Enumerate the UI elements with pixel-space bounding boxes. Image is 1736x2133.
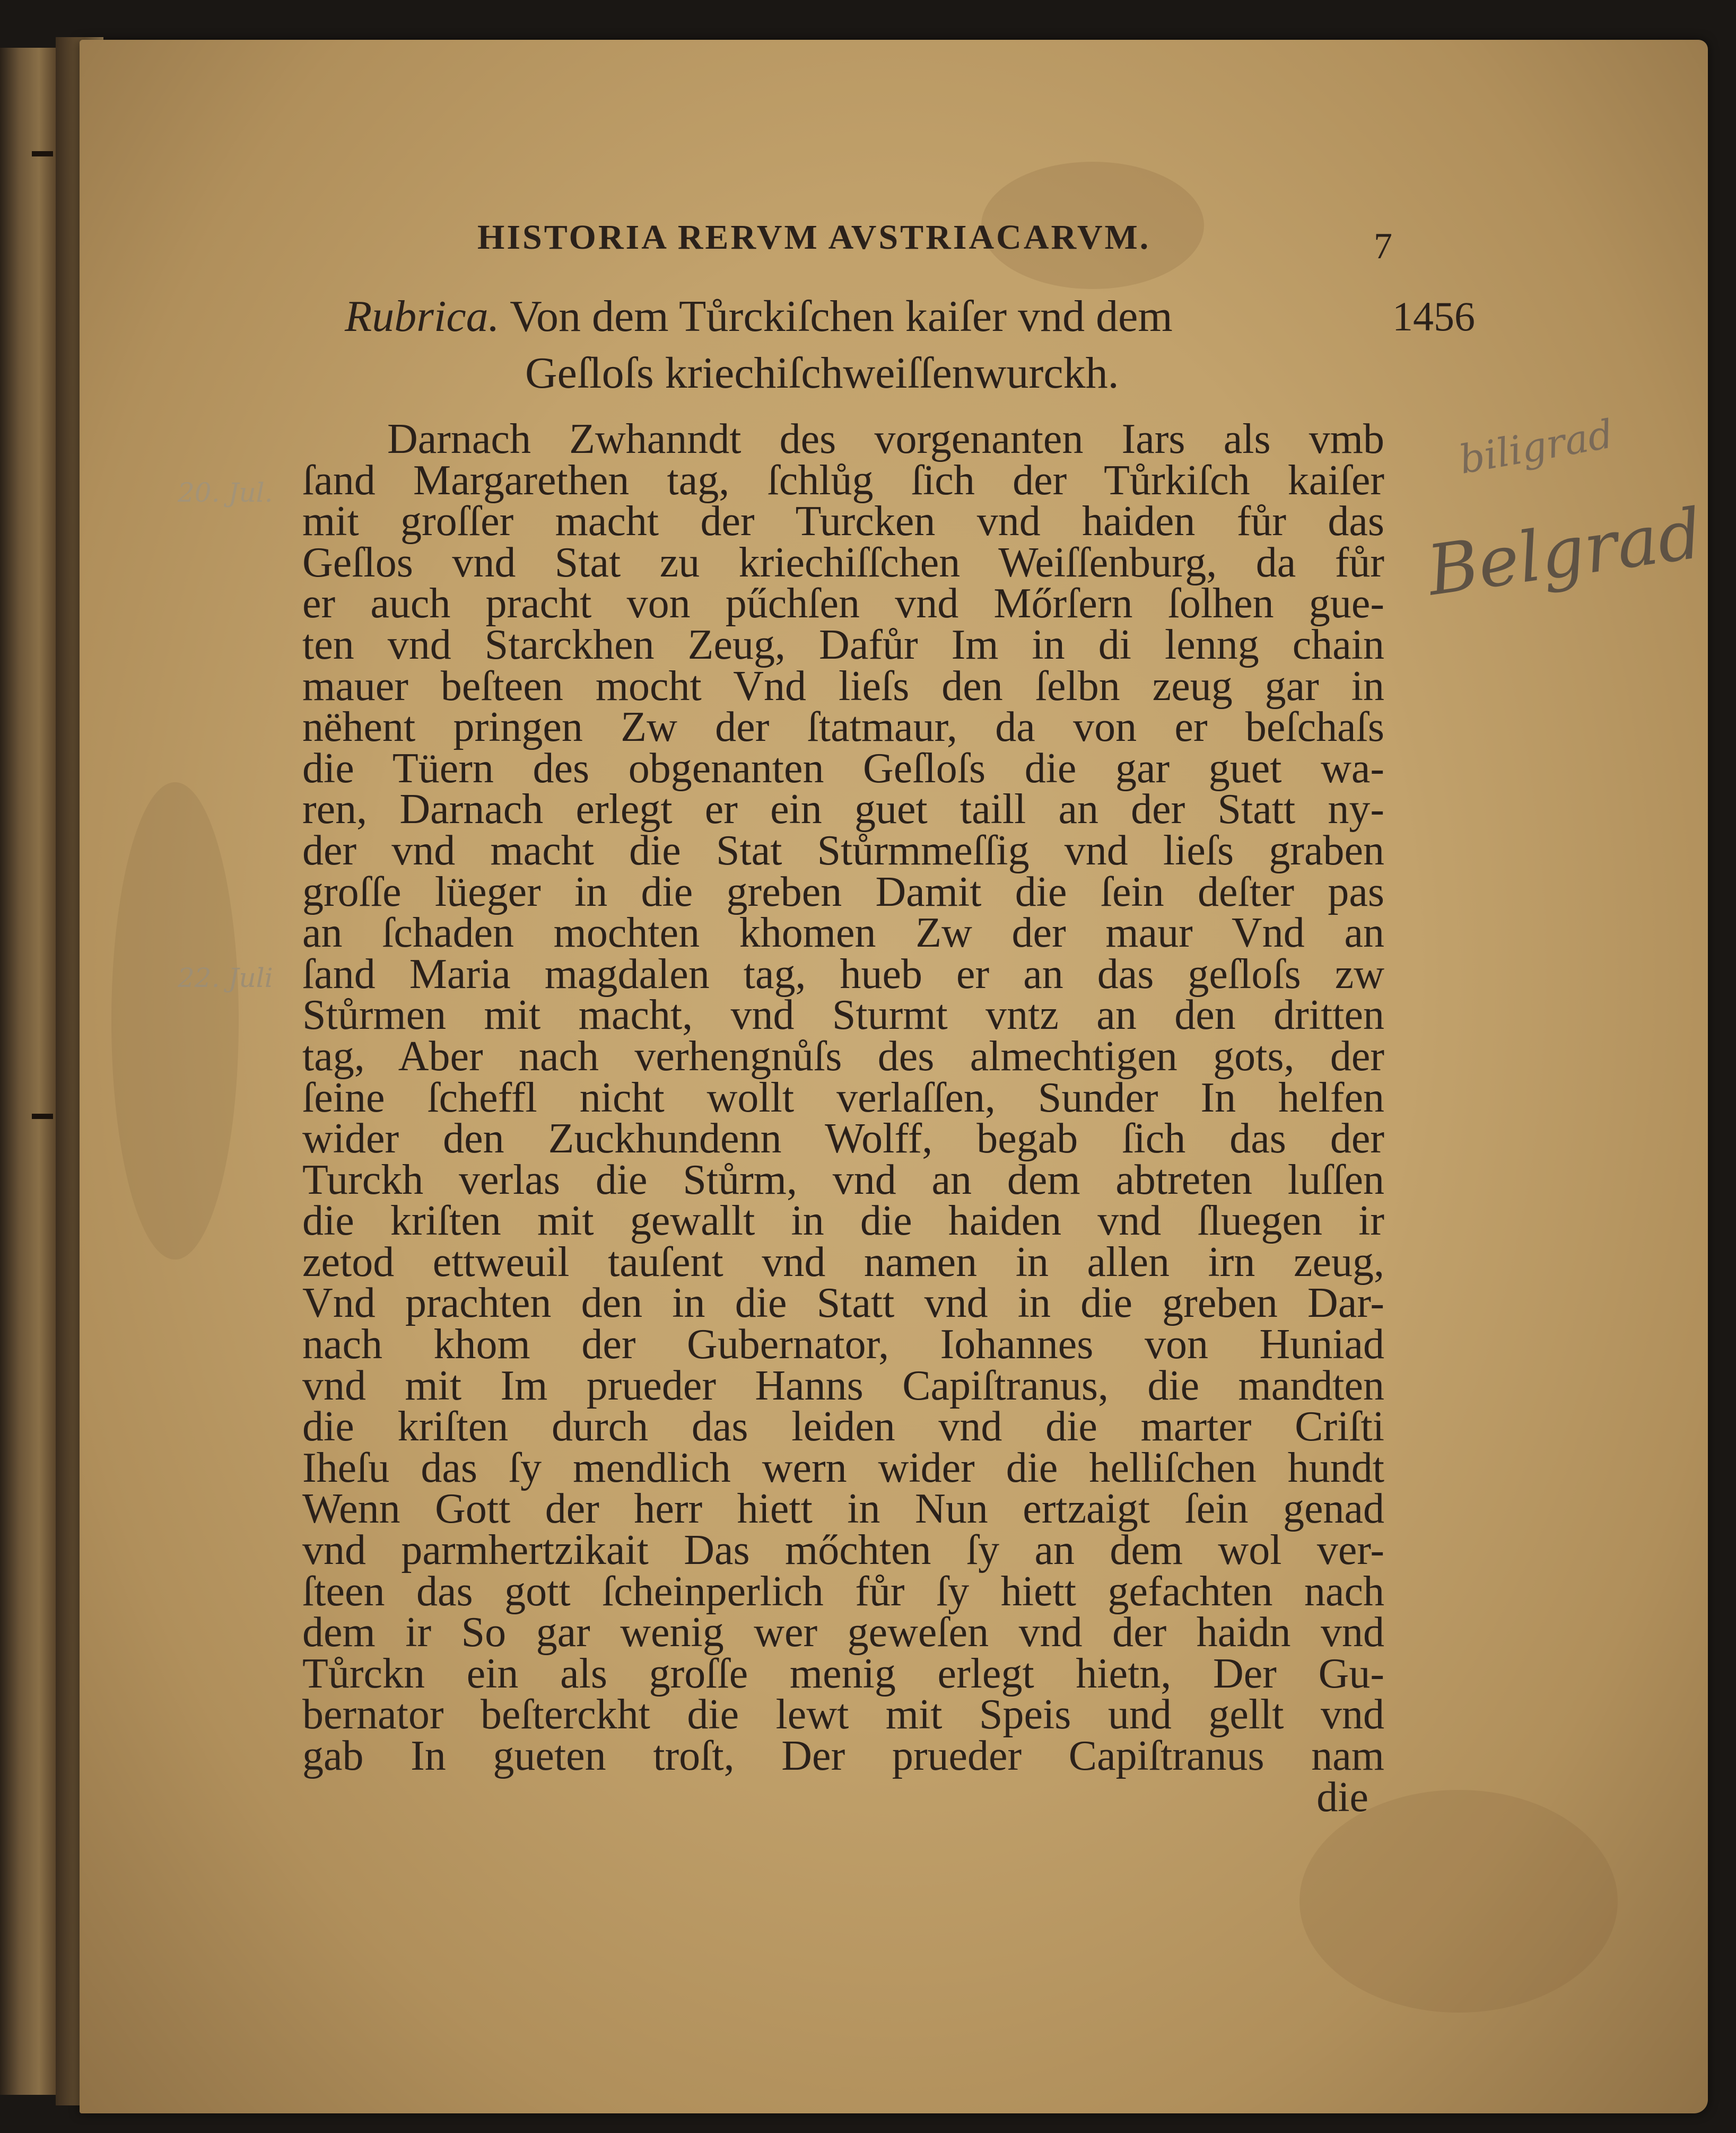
text-line: Stůrmen mit macht, vnd Sturmt vntz an den dritten (302, 992, 1384, 1039)
text-line: Turckh verlas die Stůrm, vnd an dem abtreten luſſen (302, 1156, 1384, 1203)
handwritten-note-date: 20. Jul. (178, 477, 273, 508)
paper-stain (111, 782, 239, 1260)
text-line: gab In gueten troſt, Der prueder Capiſtranus nam (302, 1733, 1384, 1779)
text-line: Darnach Zwhanndt des vorgenanten Iars als vmb (387, 416, 1384, 462)
binding-mark (32, 1114, 53, 1119)
page-number: 7 (1374, 226, 1392, 267)
text-line: die kriſten durch das leiden vnd die marter Criſti (302, 1403, 1384, 1450)
handwritten-note-date: 22. Juli (178, 963, 273, 993)
text-line: Wenn Gott der herr hiett in Nun ertzaigt ſein genad (302, 1485, 1384, 1533)
text-line: ſteen das gott ſcheinperlich fůr ſy hiett gefachten nach (302, 1568, 1384, 1615)
catchword: die (1316, 1773, 1368, 1821)
text-line: die kriſten mit gewallt in die haiden vnd ſluegen ir (302, 1197, 1384, 1245)
text-line: ſand Maria magdalen tag, hueb er an das geſloſs zw (302, 950, 1384, 998)
text-line: ſeine ſcheffl nicht wollt verlaſſen, Sunder In helfen (302, 1074, 1384, 1121)
binding-mark (32, 151, 53, 156)
left-page-edge (0, 48, 56, 2095)
text-line: ten vnd Starckhen Zeug, Dafůr Im in di lenng chain (302, 621, 1384, 668)
rubric-heading-line-1 (345, 291, 1173, 342)
text-line: er auch pracht von pűchſen vnd Mőrſern ſolhen gue- (302, 580, 1384, 627)
handwritten-note-biligrad: biligrad (1455, 411, 1617, 483)
paper-stain (1299, 1790, 1618, 2013)
rubric-label: Rubrica. (345, 292, 500, 341)
text-line: bernator beſterckht die lewt mit Speis und gellt vnd (302, 1691, 1384, 1738)
text-line: tag, Aber nach verhengnůſs des almechtigen gots, der (302, 1033, 1384, 1080)
margin-year: 1456 (1392, 293, 1475, 339)
text-line: nëhent pringen Zw der ſtatmaur, da von er beſchaſs (302, 704, 1384, 751)
text-line: Geſlos vnd Stat zu kriechiſſchen Weiſſenburg, da fůr (302, 539, 1384, 586)
running-head: HISTORIA RERVM AVSTRIACARVM. (477, 218, 1151, 257)
handwritten-note-belgrad: Belgrad (1422, 493, 1707, 611)
text-line: wider den Zuckhundenn Wolff, begab ſich das der (302, 1115, 1384, 1162)
text-line: der vnd macht die Stat Stůrmmeſſig vnd lieſs graben (302, 827, 1384, 874)
text-line: vnd parmhertzikait Das mőchten ſy an dem wol ver- (302, 1527, 1384, 1574)
text-line: ſand Margarethen tag, ſchlůg ſich der Tůrkiſch kaiſer (302, 457, 1384, 504)
text-line: mit groſſer macht der Turcken vnd haiden fůr das (302, 498, 1384, 545)
text-line: mauer beſteen mocht Vnd lieſs den ſelbn zeug gar in (302, 662, 1384, 710)
text-line: die Tüern des obgenanten Geſloſs die gar guet wa- (302, 745, 1384, 792)
text-line: ren, Darnach erlegt er ein guet taill an der Statt ny- (302, 786, 1384, 833)
text-line: groſſe lüeger in die greben Damit die ſein deſter pas (302, 868, 1384, 915)
text-line: an ſchaden mochten khomen Zw der maur Vnd an (302, 910, 1384, 957)
text-line: nach khom der Gubernator, Iohannes von Huniad (302, 1321, 1384, 1368)
body-text (302, 416, 1384, 1821)
text-line: Tůrckn ein als groſſe menig erlegt hietn, Der Gu- (302, 1650, 1384, 1697)
rubric-heading-line-2: Geſloſs kriechiſchweiſſenwurckh. (525, 348, 1119, 398)
text-line: Vnd prachten den in die Statt vnd in die greben Dar- (302, 1280, 1384, 1327)
text-line: zetod ettweuil tauſent vnd namen in allen irn zeug, (302, 1238, 1384, 1286)
text-line: Iheſu das ſy mendlich wern wider die helliſchen hundt (302, 1444, 1384, 1491)
text-line: dem ir So gar wenig wer geweſen vnd der haidn vnd (302, 1609, 1384, 1656)
text-line: vnd mit Im prueder Hanns Capiſtranus, die mandten (302, 1362, 1384, 1409)
rubric-title-text: Von dem Tůrckiſchen kaiſer vnd dem (510, 292, 1173, 341)
